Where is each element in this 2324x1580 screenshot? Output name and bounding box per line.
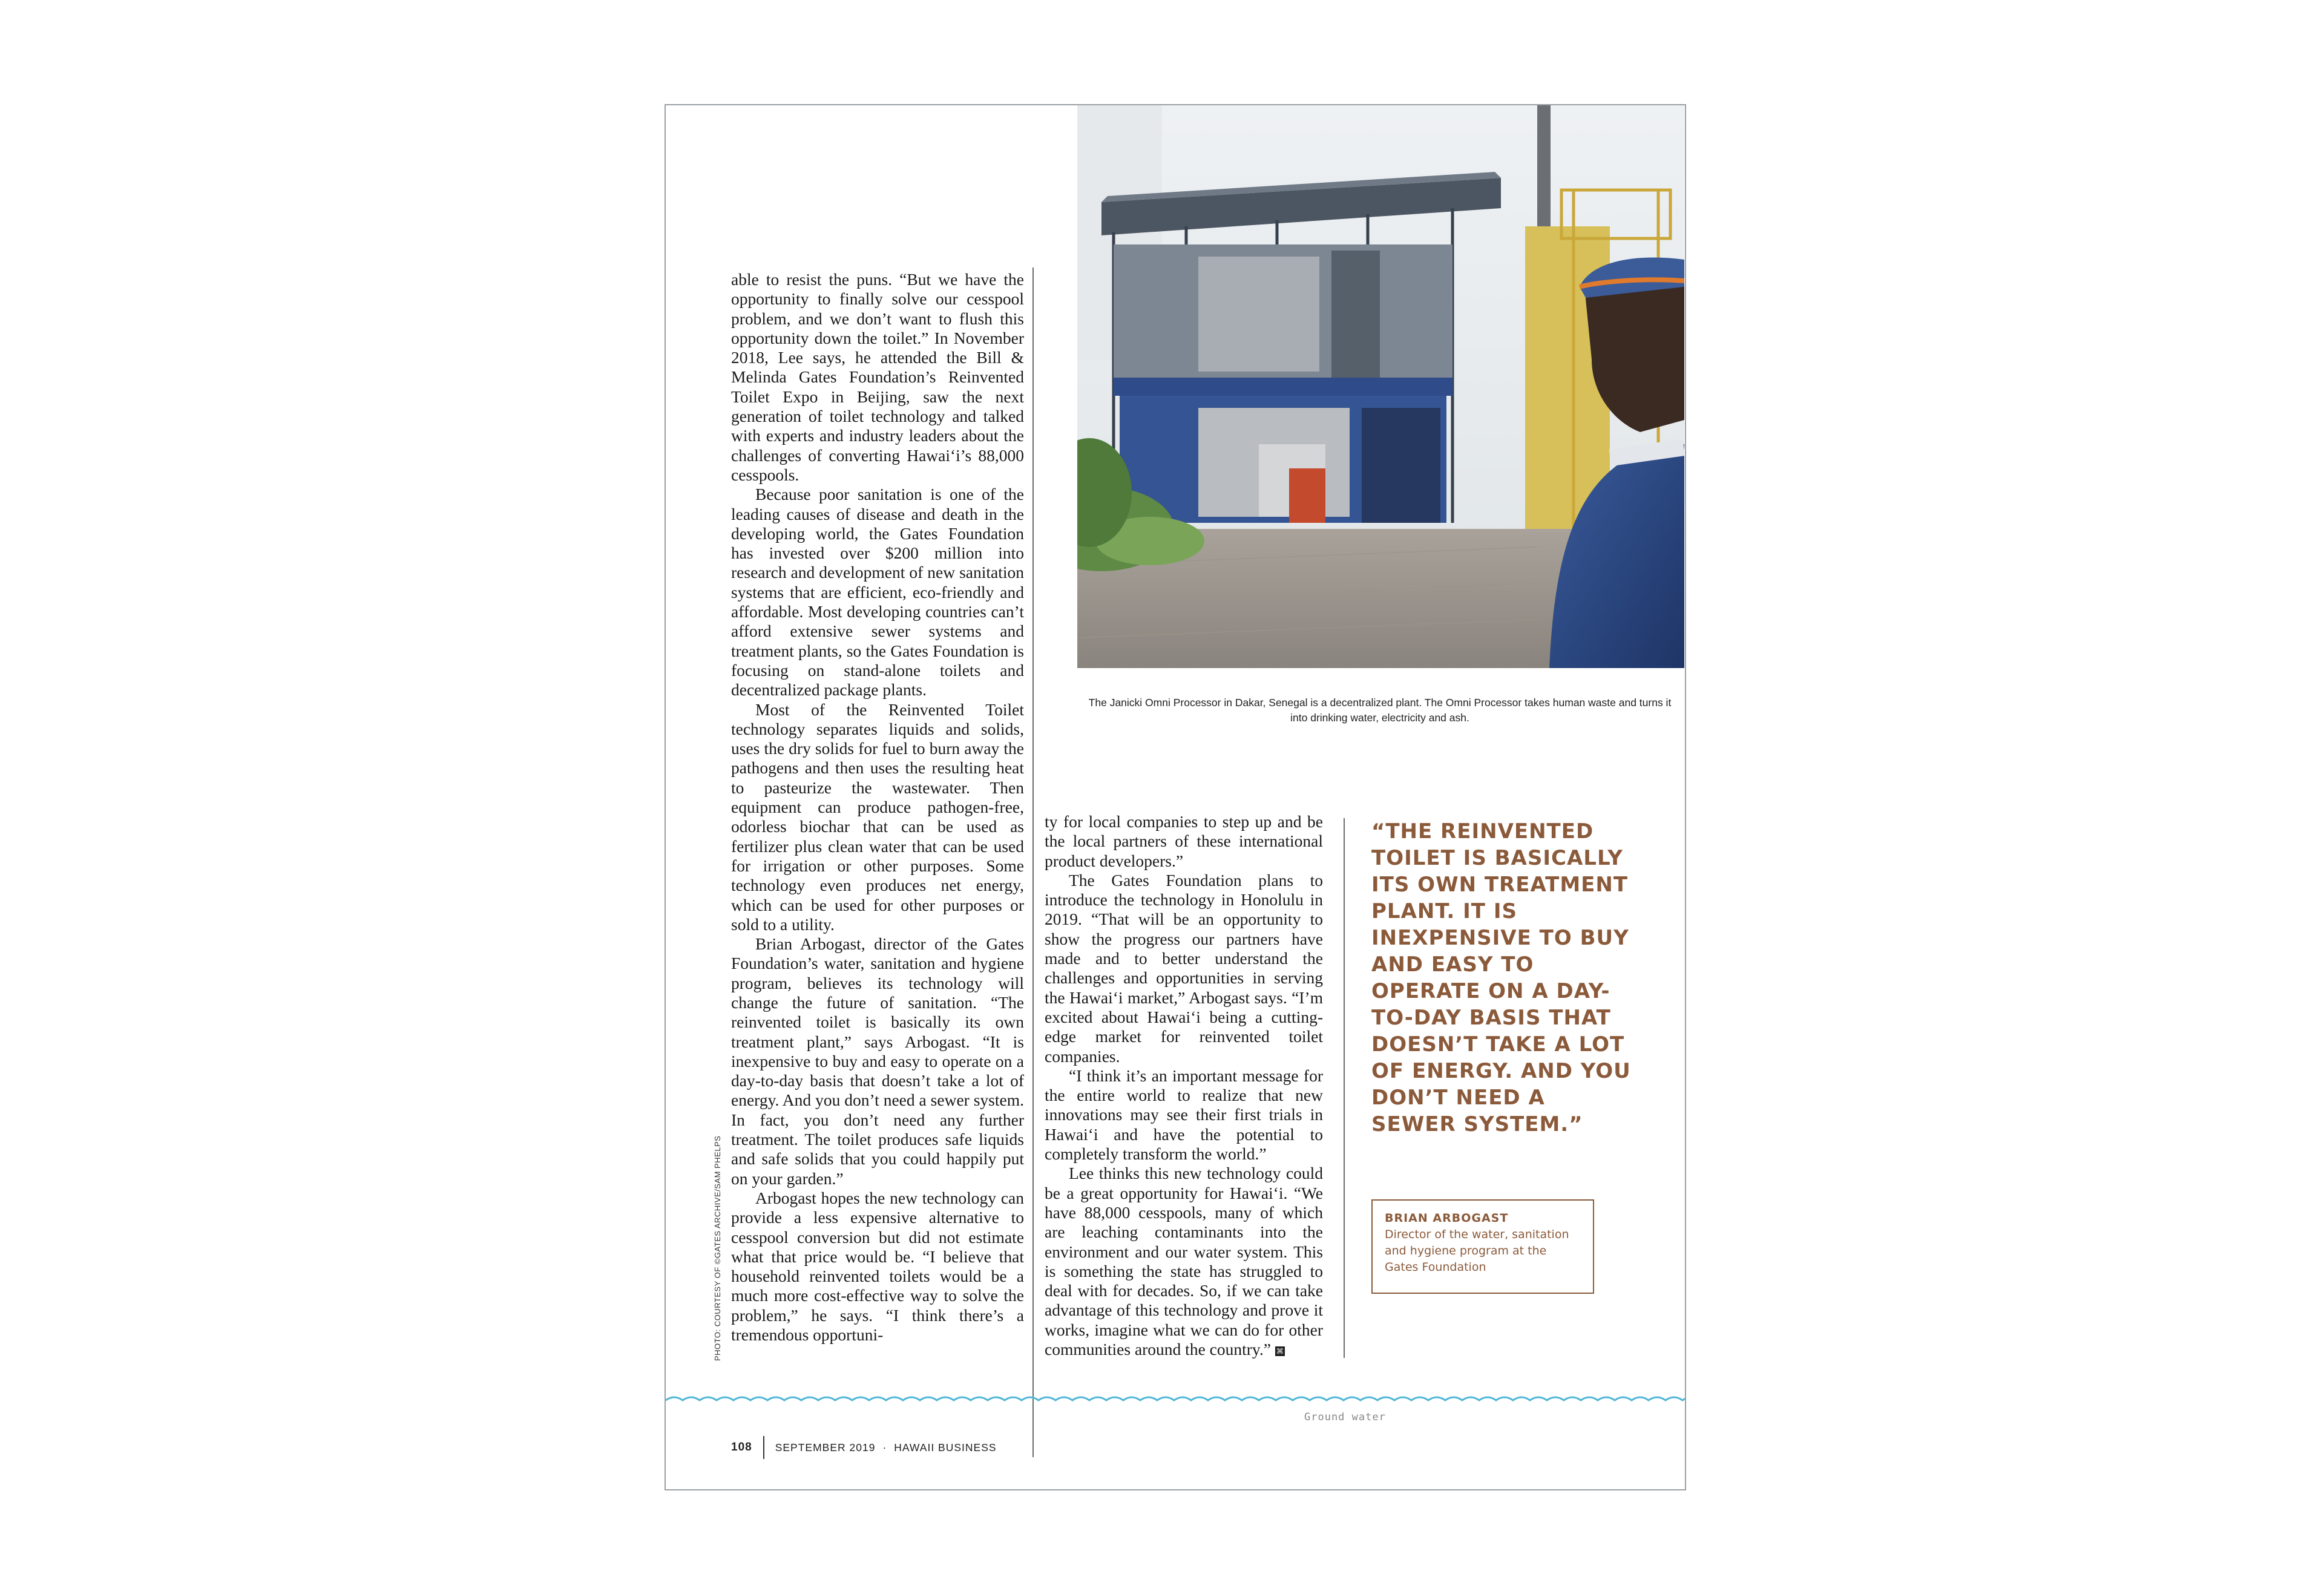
pull-quote-attribution (1371, 1199, 1594, 1294)
attribution-title: Director of the water, sanitation and hygiene program at the Gates Foundation (1385, 1228, 1569, 1274)
paragraph: The Gates Foundation plans to introduce the technology in Honolulu in 2019. “That will be an opportunity to show the progress our partners have made and to better understand the challenges and opportunities in serving the Hawaiʻi market,” Arbogast says. “I’m excited about Hawaiʻi being a cutting-edge market for reinvented toilet companies. (1045, 870, 1323, 1066)
page-footer (731, 1435, 997, 1460)
omni-processor-photo (1077, 105, 1684, 668)
column-rule-1 (1032, 267, 1034, 1457)
ground-water-wave-line (666, 1393, 1685, 1408)
photo-caption: The Janicki Omni Processor in Dakar, Senegal is a decentralized plant. The Omni Processor takes human waste and turns it into drinking water, electricity and ash. (1088, 697, 1672, 724)
paragraph: able to resist the puns. “But we have the opportunity to finally solve our cesspool problem, and we don’t want to flush this opportunity down the toilet.” In November 2018, Lee says, he attended the Bill & Melinda Gates Foundation’s Reinvented Toilet Expo in Beijing, saw the next generation of toilet technology and talked with experts and industry leaders about the challenges of converting Hawaiʻi’s 88,000 cesspools. (731, 270, 1024, 484)
paragraph: Arbogast hopes the new technology can provide a less expensive alternative to cesspool conversion but did not estimate what that price would be. “I believe that household reinvented toilets would be a much more cost-effective way to solve the problem,” he says. “I think there’s a tremendous opportuni- (731, 1188, 1024, 1345)
paragraph: Because poor sanitation is one of the leading causes of disease and death in the developing world, the Gates Foundation has invested over $200 million into research and development of new sanitation systems that are efficient, eco-friendly and affordable. Most developing countries can’t afford extensive sewer systems and treatment plants, so the Gates Foundation is focusing on stand-alone toilets and decentralized package plants. (731, 485, 1024, 700)
end-mark-icon: ⌘ (1276, 1346, 1284, 1355)
column-rule-2 (1344, 818, 1345, 1358)
magazine-page (665, 104, 1686, 1490)
page-number: 108 (731, 1441, 752, 1454)
pull-quote: “THE REINVENTED TOILET IS BASICALLY ITS OWN TREATMENT PLANT. IT IS INEXPENSIVE TO BUY AND EASY TO OPERATE ON A DAY-TO-DAY BASIS THAT DOESN’T TAKE A LOT OF ENERGY. AND YOU DON’T NEED A SEWER SYSTEM.” (1371, 819, 1631, 1136)
article-column-2 (1045, 812, 1323, 1359)
paragraph: Lee thinks this new technology could be a great opportunity for Hawaiʻi. “We have 88,000 cesspools, many of which are leaching contaminants into the environment and our water system. This is something the state has struggled to deal with for decades. So, if we can take advantage of this technology and prove it works, imagine what we can do for other communities around the country.” (1045, 1164, 1323, 1359)
paragraph: Most of the Reinvented Toilet technology separates liquids and solids, uses the dry solids for fuel to burn away the pathogens and then uses the resulting heat to pasteurize the wastewater. Then equipment can produce pathogen-free, odorless biochar that can be used as fertilizer plus clean water that can be used for irrigation or other purposes. Some technology even produces net energy, which can be used for other purposes or sold to a utility. (731, 700, 1024, 934)
paragraph: ty for local companies to step up and be the local partners of these international product developers.” (1045, 812, 1323, 870)
publication-name: HAWAII BUSINESS (894, 1441, 997, 1454)
photo-credit: PHOTO: COURTESY OF ©GATES ARCHIVE/SAM PHELPS (713, 1135, 722, 1361)
footer-separator: · (882, 1441, 887, 1454)
footer-divider (763, 1436, 764, 1459)
attribution-name: BRIAN ARBOGAST (1385, 1211, 1509, 1225)
paragraph: Brian Arbogast, director of the Gates Foundation’s water, sanitation and hygiene program, believes its technology will change the future of sanitation. “The reinvented toilet is basically its own treatment plant,” says Arbogast. “It is inexpensive to buy and easy to operate on a day-to-day basis that doesn’t take a lot of energy. And you don’t need a sewer system. In fact, you don’t need any further treatment. The toilet produces safe liquids and safe solids that you could happily put on your garden.” (731, 934, 1024, 1188)
issue-date: SEPTEMBER 2019 (775, 1441, 876, 1454)
paragraph: “I think it’s an important message for the entire world to realize that new innovations may see their first trials in Hawaiʻi and have the potential to completely transform the world.” (1045, 1066, 1323, 1164)
article-column-1 (731, 270, 1024, 1345)
wave-label: Ground water (1304, 1411, 1386, 1423)
